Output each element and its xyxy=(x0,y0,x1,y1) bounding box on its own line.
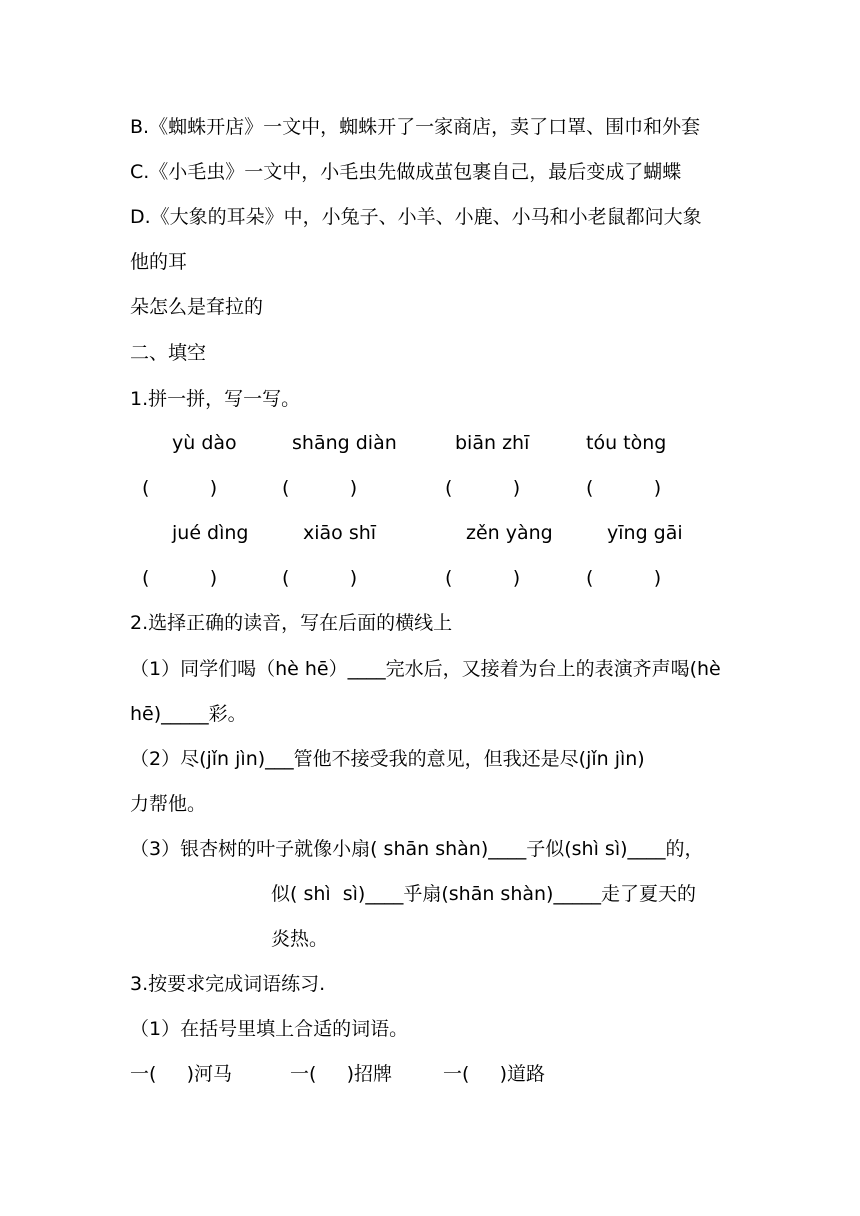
option-b: B.《蜘蛛开店》一文中，蜘蛛开了一家商店，卖了口罩、围巾和外套 xyxy=(130,116,701,138)
option-d-line2: 他的耳 xyxy=(130,251,188,273)
answer-blank[interactable]: ( ) xyxy=(142,567,218,589)
fill-item-3: 一( )道路 xyxy=(443,1063,546,1085)
fill-item-1: 一( )河马 xyxy=(130,1063,233,1085)
q2-item3-line1: （3）银杏树的叶子就像小扇( shān shàn)____子似(shì sì)____的， xyxy=(130,838,704,860)
answer-blank[interactable]: ( ) xyxy=(445,477,521,499)
answer-blank[interactable]: ( ) xyxy=(142,477,218,499)
q2-item2-line2: 力帮他。 xyxy=(130,793,207,815)
option-d-line3: 朵怎么是耷拉的 xyxy=(130,296,264,318)
q1-title: 1.拼一拼，写一写。 xyxy=(130,388,301,410)
answer-blank[interactable]: ( ) xyxy=(282,567,358,589)
option-c: C.《小毛虫》一文中，小毛虫先做成茧包裹自己，最后变成了蝴蝶 xyxy=(130,161,682,183)
fill-item-2: 一( )招牌 xyxy=(290,1063,393,1085)
pinyin-3: biān zhī xyxy=(455,432,530,454)
q2-title: 2.选择正确的读音，写在后面的横线上 xyxy=(130,612,453,634)
pinyin-6: xiāo shī xyxy=(303,522,377,544)
answer-blank[interactable]: ( ) xyxy=(586,567,662,589)
section-title: 二、填空 xyxy=(130,342,207,364)
q2-item1-line1: （1）同学们喝（hè hē）____完水后，又接着为台上的表演齐声喝(hè xyxy=(130,658,721,680)
q2-item3-line2: 似( shì sì)____乎扇(shān shàn)_____走了夏天的 xyxy=(271,883,696,905)
q2-item3-line3: 炎热。 xyxy=(271,928,329,950)
pinyin-4: tóu tòng xyxy=(586,432,667,454)
q2-item1-line2: hē)_____彩。 xyxy=(130,703,247,725)
q3-sub1: （1）在括号里填上合适的词语。 xyxy=(130,1018,409,1040)
q2-item2-line1: （2）尽(jǐn jìn)___管他不接受我的意见，但我还是尽(jǐn jìn) xyxy=(130,748,645,770)
pinyin-2: shāng diàn xyxy=(292,432,397,454)
pinyin-1: yù dào xyxy=(172,432,237,454)
answer-blank[interactable]: ( ) xyxy=(586,477,662,499)
pinyin-5: jué dìng xyxy=(172,522,249,544)
answer-blank[interactable]: ( ) xyxy=(282,477,358,499)
q3-title: 3.按要求完成词语练习. xyxy=(130,973,326,995)
pinyin-7: zěn yàng xyxy=(466,522,553,544)
answer-blank[interactable]: ( ) xyxy=(445,567,521,589)
pinyin-8: yīng gāi xyxy=(607,522,683,544)
option-d-line1: D.《大象的耳朵》中，小兔子、小羊、小鹿、小马和小老鼠都问大象 xyxy=(130,206,702,228)
